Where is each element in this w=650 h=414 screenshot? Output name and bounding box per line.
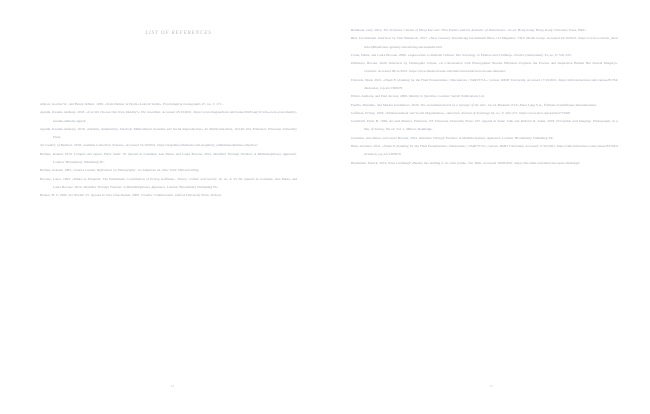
reference-entry: Gombrich, Ernst H. 1969. Art and Illusion. Princeton, NJ: Princeton University Press: 105. Quoted in Suler, John and Richard D. Zakia. 2018. Perception and Imaging: Photography as a Way of Seeing. 5th ed. Vol. 1. Milton: Routledge. xyxy=(351,119,618,132)
reference-entry: González, Ana Marta, and Laura Bovone. 2012. Identities Through Fashion: A Multidisciplinary Approach. London: Bloomsbury Publishing Plc. xyxy=(351,135,554,140)
reference-entry: Art Gallery of Ballarat. 2018. «Lumina Collective: Echoes». Accessed 31/10/2021. https://artgalleryofballarat.com.au/gallery_exhibitions/lumina-collective/ xyxy=(40,143,258,148)
page-right xyxy=(325,0,650,414)
reference-entry: Bettinson, Gary. 2014. The Sensuous Cinema of Wong Kar-wai: Film Poetics and the Aesthetic of Disturbance. 1st ed. Hong Kong: Hong Kong University Press, HKU. xyxy=(351,28,587,32)
page-number-right: 25 xyxy=(489,384,494,388)
page-title: LIST OF REFERENCES xyxy=(145,30,212,36)
reference-entry: Bovone, Laura. 1993. «Ethics as Etiquette: The Emblematic Contribution of Erving Goffman». Theory, Culture and Society 10, no. 4: 25–39. Quoted in González, Ana Marta, and Laura Bovone. 2012. Identities Through Fashion: A Multidisciplinary Approach. London: Bloomsbury Publishing Plc. xyxy=(40,176,298,189)
reference-entry: Allport, Gordon W., and Henry Odbert. 1936. «Trait-Names: A Psycho-Lexical Study». Psychological monographs 47, no. 1: 171–. xyxy=(40,102,224,106)
reference-entry: Heckmann, Patrick. 2019. Peter Lindbergh «Beauty has nothing to do with youth». The Talks. Accessed 16/08/2021. https://the-talks.com/interview/peter-lindbergh/ xyxy=(351,160,580,165)
reference-entry: Barthes, Roland. 1970. L'empire des signes. Paris: Seuil: 79. Quoted in González, Ana Marta, and Laura Bovone. 2012. Identities Through Fashion: A Multidisciplinary Approach. London: Bloomsbury Publishing Plc. xyxy=(40,151,297,164)
reference-entry: Appiah, Kwame Anthony. 2018. «Can We Choose Our Own Identity?» The Guardian. Accessed 23/10/2021. https://www.theguardian.com/books/2018/aug/31/who-owns-your-identity-kwame-anthony-appiah xyxy=(40,110,297,123)
reference-entry: DiDonato, Brooke. 2020. Interview by Christopher Jobson. «A Conversation with Photographer Brooke DiDonato Explores the Process and Inspiration Behind Her Surreal Imagery». Colossal. Accessed 06/11/2021. https://www.thisiscolossal.com/interviews/interview-brooke-didonato/ xyxy=(351,61,618,74)
reference-list-left xyxy=(40,100,297,199)
reference-entry: Fusillo, Massimo, and Marina Grishakova. 2020. The Gesamtkunstwerk as a Synergy of the Arts. 1st ed. Brussels: P.I.E.-Peter Lang S.A., Éditions Scientifiques Internationales. xyxy=(351,102,597,107)
reference-entry: Becker, H. S. 1982. Art Worlds: 25. Quoted in Vera John-Steiner. 2000. Creative Collaboration. Oxford University Press, Oxford. xyxy=(40,193,222,198)
reference-list-right xyxy=(351,26,618,167)
reference-entry: Appiah, Kwame Anthony. 2019. «Identity, Authenticity, Survival: Multicultural Societies and Social Reproduction». In Multiculturalism, 19:149–164. Princeton: Princeton University Press. xyxy=(40,126,297,139)
reference-entry: Edwards, Mark. 2021. «Week 8: planning for the Final Presentations | Discussions | VART3713». Canvas. RMIT University. Accessed 17/10/2021. https://rmit.instructure.com/courses/81764/discussion_top-ics/1365679 xyxy=(351,77,618,90)
reference-entry: Barthes, Roland. 1981. Camera Lucida: Reflections on Photography. 1st American ed. New York: Hill and Wang. xyxy=(40,168,200,173)
reference-entry: Hain, Oceanna. 2021. «Week 8: planning for the Final Presentations | Discussions | VART3713». Canvas. RMIT University. Accessed 17/10/2021. https://rmit.instructure.com/courses/81764/discussion_top-ics/1365679 xyxy=(351,144,619,157)
reference-entry: Bird, Ian Kenneth. Interview by Tish Weinstock. 2017. «New Genuary: Introducing Ian Kenneth Bird» i-D Magazine. VICE Media Group. Accessed 24/10/2021. https://i-d.vice.com/en_uk/article/bj9bneb/new-genuary-introducing-ian-kenneth-bird xyxy=(351,36,618,49)
reference-entry: Crane, Diana, and Laura Bovone. 2006. «Approaches to Material Culture: The Sociology of Fashion and Clothing». Poetics (Amsterdam) 34, no. 6: 319–333. xyxy=(351,52,572,57)
page-number-left: 24 xyxy=(170,384,175,388)
reference-entry: Elliott, Anthony, and Paul du Gay. 2009. Identity in Question. London: SAGE Publications Ltd. xyxy=(351,94,485,99)
reference-entry: Goffman, Erving. 1956. «Embarrassment and Social Organization». American Journal of Sociology 62, no. 3: 264–271. https://www.jstor.org/stable/2772920 xyxy=(351,110,571,115)
